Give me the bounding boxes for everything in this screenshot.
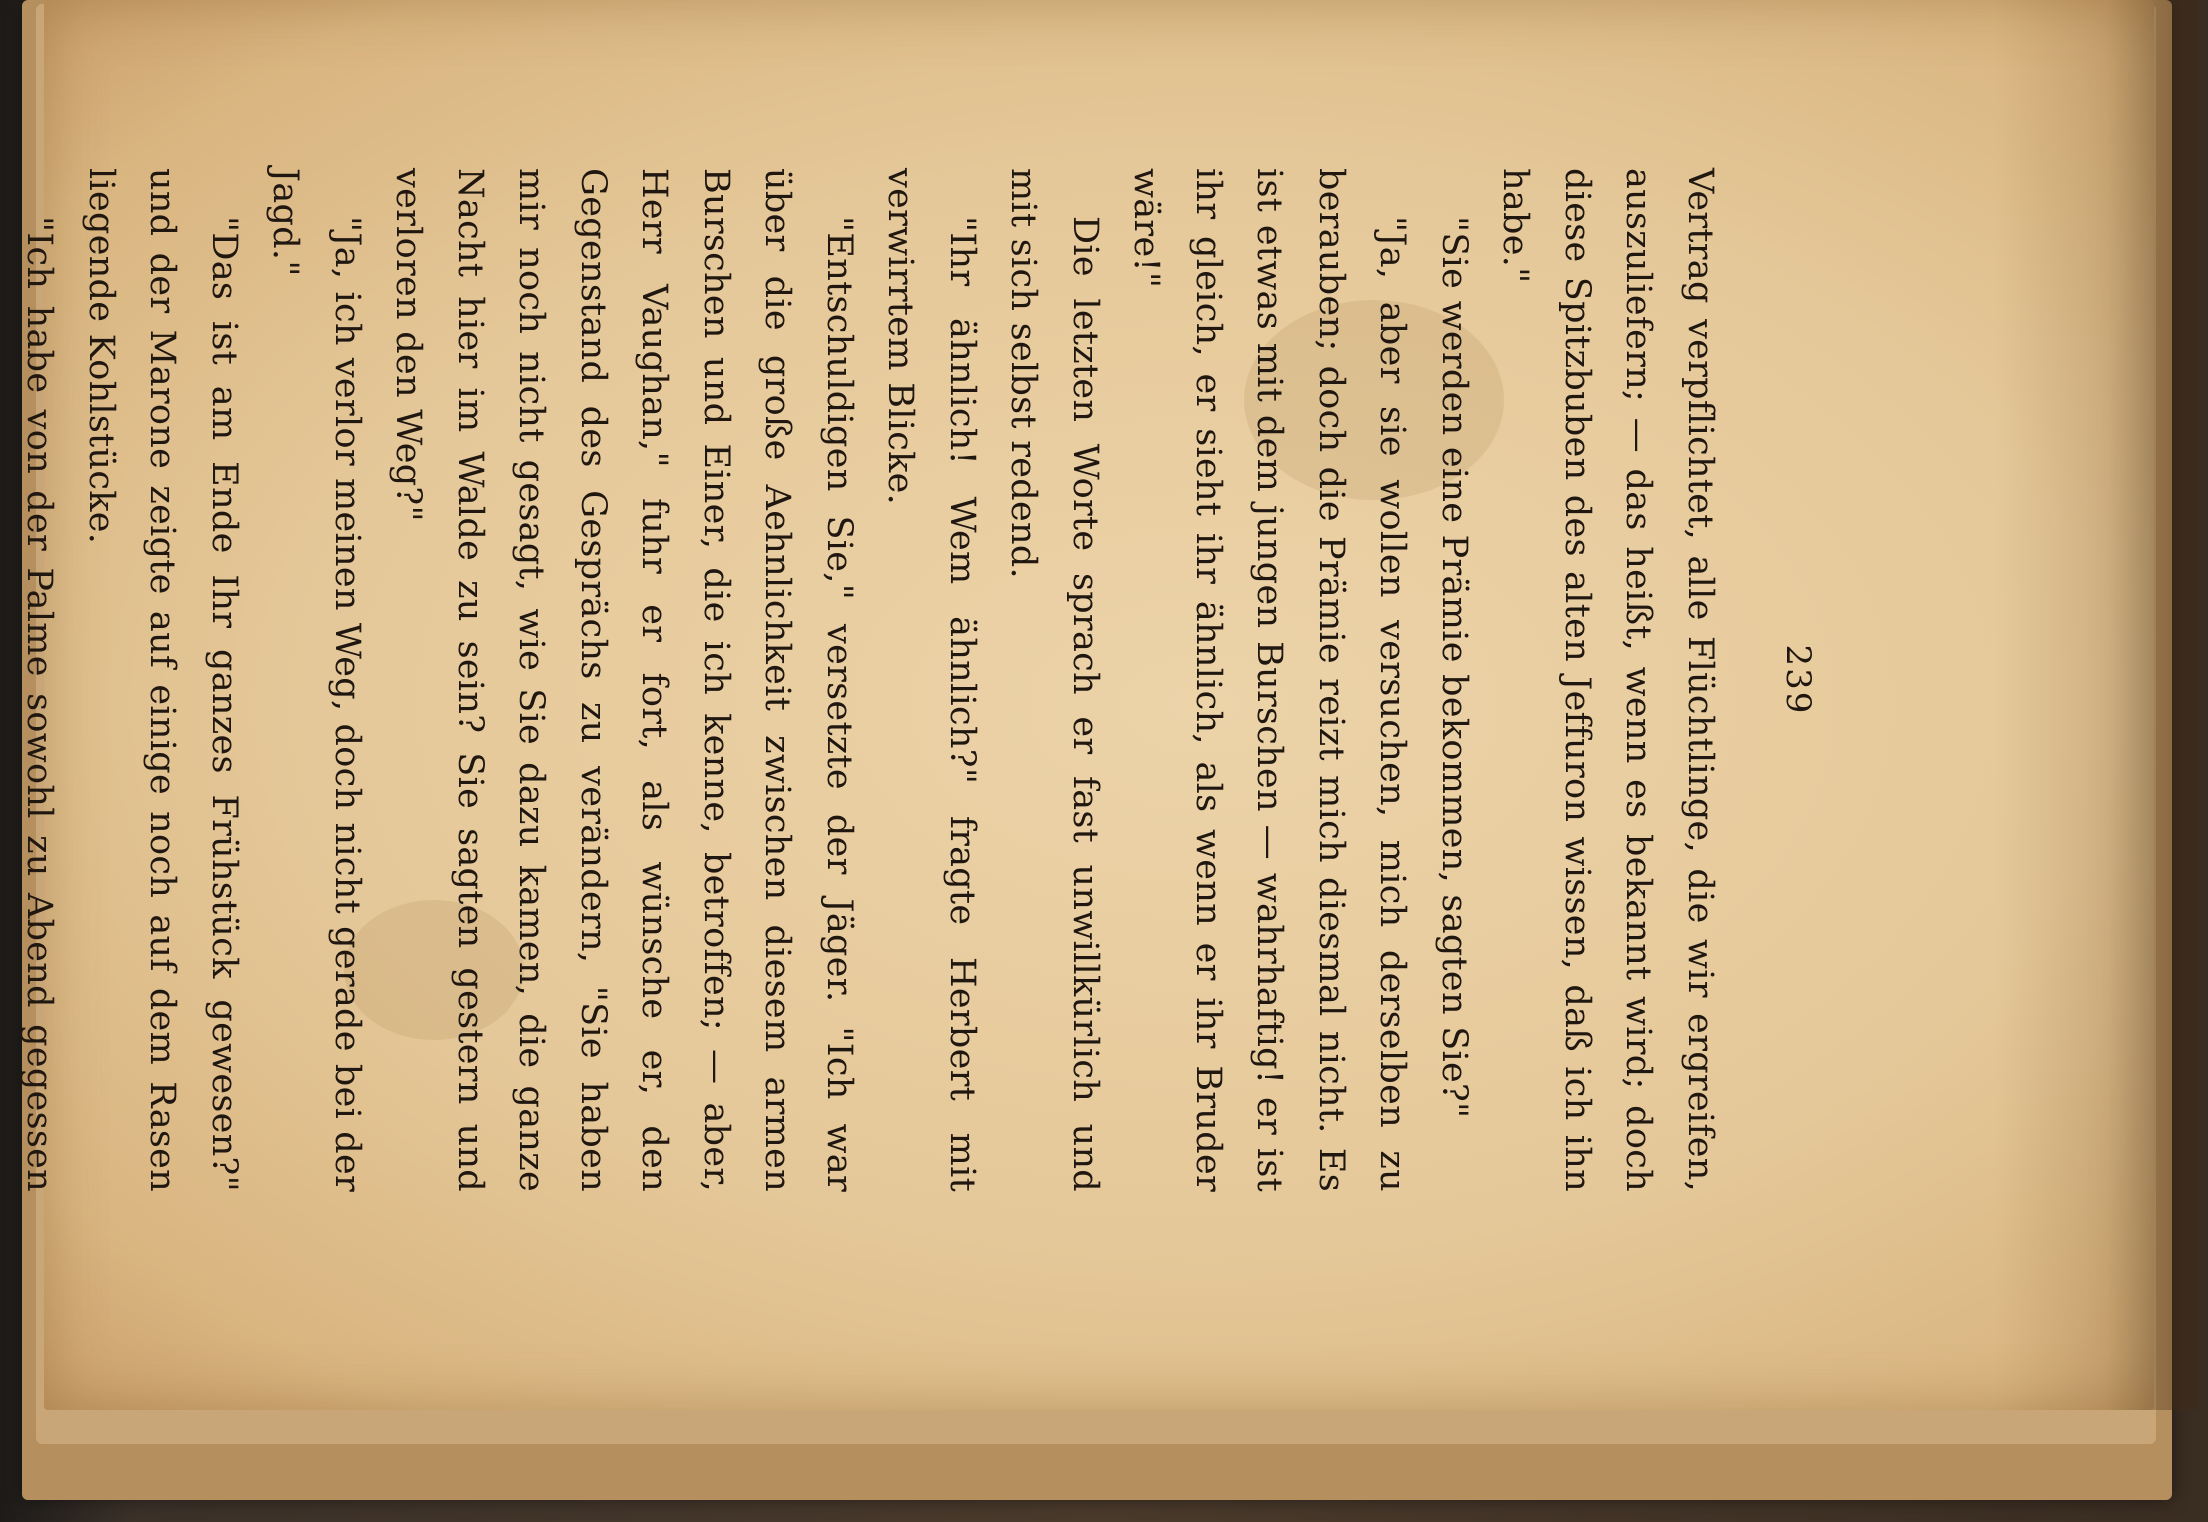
- paragraph: "Sie werden eine Prämie bekommen, sagten Sie?": [1434, 216, 1474, 1119]
- paragraph: "Ihr ähnlich! Wem ähnlich?" fragte Herbert mit verwirrtem Blicke.: [880, 168, 982, 1192]
- page-gutter-shadow: [1994, 0, 2198, 1410]
- paragraph: "Ja, ich verlor meinen Weg, doch nicht gerade bei der Jagd.": [265, 168, 367, 1192]
- paragraph: "Entschuldigen Sie," versetzte der Jäger. "Ich war über die große Aehnlichkeit zwischen diesem armen Burschen und Einer, die ich kenne, betroffen; — aber, Herr Vaughan," fuhr er fort, als wünsche er, den Gegenstand des Gesprächs zu verändern, "Sie haben mir noch nicht gesagt, wie Sie dazu kamen, die ganze Nacht hier im Walde zu sein? Sie sagten gestern und verloren den Weg?": [388, 168, 859, 1192]
- paragraph: Vertrag verpflichtet, alle Flüchtlinge, die wir ergreifen, auszuliefern; — das heißt, wenn es bekannt wird; doch diese Spitzbuben des alten Jeffuron wissen, daß ich ihn habe.": [1495, 168, 1720, 1192]
- rotated-page-content: [19, 40, 1870, 1320]
- paragraph: Die letzten Worte sprach er fast unwillkürlich und mit sich selbst redend.: [1003, 168, 1105, 1192]
- paragraph: "Ich habe von der Palme sowohl zu Abend gegessen: [19, 216, 60, 1192]
- paragraph: "Das ist am Ende Ihr ganzes Frühstück gewesen?" und der Marone zeigte auf einige noch auf dem Rasen liegende Kohlstücke.: [81, 168, 244, 1192]
- body-text: [0, 168, 1730, 1192]
- page-number: 239: [1778, 644, 1818, 716]
- paragraph: "Ja, aber sie wollen versuchen, mich derselben zu berauben; doch die Prämie reizt mich diesmal nicht. Es ist etwas mit dem jungen Burschen — wahrhaftig! er ist ihr gleich, er sieht ihr ähnlich, als wenn er ihr Bruder wäre!": [1126, 168, 1413, 1192]
